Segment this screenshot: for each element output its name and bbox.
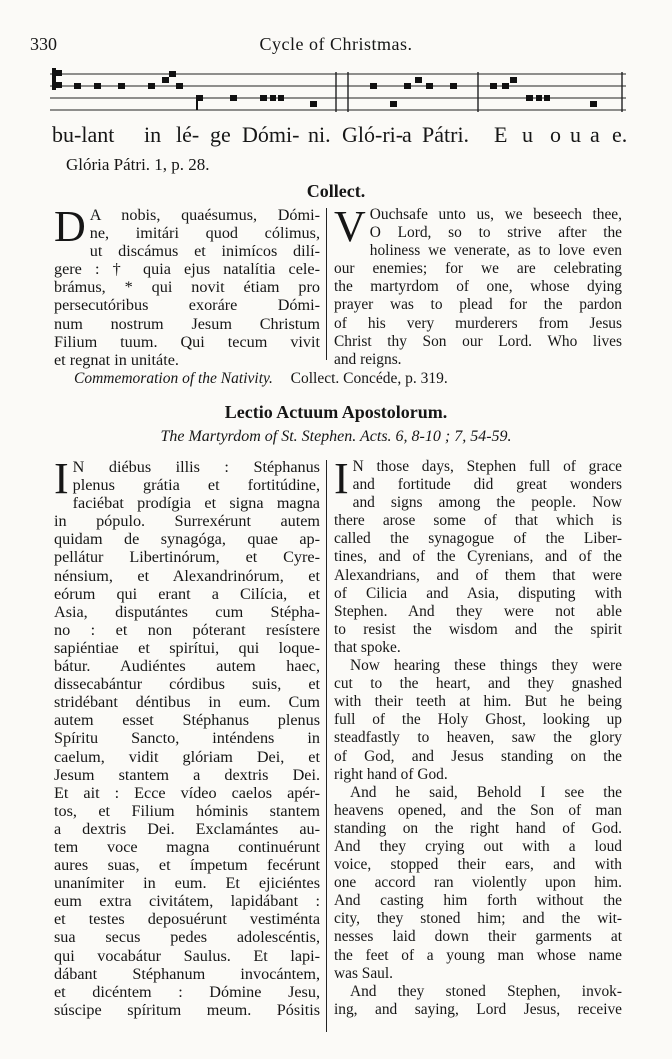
text-line: aures suas, et ímpetum fecérunt [54,856,320,875]
chant-syllable: E [494,122,508,147]
chant-syllable: o [550,122,561,147]
chant-syllable: Dómi- [242,122,300,147]
text-line: persecutóribus exoráre Dómi- [54,296,320,315]
lesson-heading: Lectio Actuum Apostolorum. [224,402,448,422]
text-line: of God, and Jesus standing on the [334,747,622,765]
text-line: bátur. Audiéntes autem haec, [54,657,320,676]
text-line: city, they stoned him; and the wit- [334,910,622,928]
text-line: and fortitude did great wonders [352,476,622,494]
drop-cap: I [54,454,69,503]
text-line: Ouchsafe unto us, we beseech thee, [369,206,622,223]
text-line: faciébat prodígia et signa magna [72,494,320,513]
text-line: A nobis, quaésumus, Dómi- [89,206,320,224]
chant-syllable: e. [612,122,628,147]
chant-syllable: Gló-ri- [342,122,404,147]
text-line: to resist the wisdom and the spirit [334,620,622,638]
text-line: our enemies; for we are celebrating [334,260,622,278]
chant-syllable: lé- [176,122,200,147]
text-line: Et ait : Ecce vídeo caelos apér- [54,783,320,802]
text-line: the feet of a young man whose name [334,946,622,964]
text-line: Spíritu Sancto, inténdens in [54,729,320,748]
collect-heading: Collect. [306,181,366,201]
text-line: prayer was to plead for the pardon [334,296,622,314]
text-line: tines, and of the Cyrenians, and of the [334,548,622,566]
chant-syllable: ge [210,122,231,147]
text-line: gere : † quia ejus natalítia cele- [54,260,320,279]
lesson-subheading: The Martyrdom of St. Stephen. Acts. 6, 8-10 ; 7, 54-59. [160,428,512,445]
lesson-english [334,454,622,1019]
text-line: standing on the right hand of God. [334,819,622,837]
commemoration-line [74,370,448,388]
text-line: nesses laid down their garments at [334,928,622,946]
text-line: unanímiter in eum. Et ejiciéntes [54,874,320,893]
text-line: ne, imitári quod cólimus, [89,224,320,243]
text-line: of Cilicia and Asia, disputing with [334,584,622,602]
text-line: steadfastly to heaven, saw the glory [334,729,622,747]
commemoration-title: Commemoration of the Nativity. [74,370,273,387]
text-line: stridébant déntibus in eum. Cum [54,693,320,712]
text-line: N those days, Stephen full of grace [352,458,622,475]
page-header [30,34,642,58]
column-divider [326,208,327,360]
text-line: of his very murderers from Jesus [334,314,622,332]
text-line: súscipe spíritum meum. Pósitis [54,1000,320,1019]
gloria-reference: Glória Pátri. 1, p. 28. [66,155,210,174]
text-line: dábant Stéphanum invocántem, [54,964,320,983]
text-line: plenus grátia et fortitúdine, [72,476,320,495]
text-line: et testes deposuérunt vestiménta [54,910,320,929]
text-line: pellátur Libertinórum, et Cyre- [54,548,320,567]
text-line: quidam de synagóga, quae ap- [54,530,320,549]
text-line: one accord ran violently upon him. [334,874,622,892]
text-line: heavens opened, and the Son of man [334,801,622,819]
chant-syllable: Pátri. [422,122,470,147]
chant-staff [50,64,626,120]
text-line: sua secus pedes adolescéntis, [54,928,320,947]
text-line: And they crying out with a loud [334,837,622,855]
text-line: no : et non póterant resístere [54,620,320,639]
text-line: holiness we venerate, as to love even [369,242,622,260]
chant-syllable: a [590,122,600,147]
text-line: Filium tuum. Qui tecum vivit [54,332,320,351]
text-line: dissecabántur córdibus suis, et [54,675,320,694]
text-line: sapiéntiae et spirítui, qui loque- [54,638,320,657]
text-line: Alexandrians, and of them that were [334,566,622,584]
chant-syllable: u [522,122,533,147]
text-line: brámus, * qui novit étiam pro [54,278,320,297]
text-line: ing, and saying, Lord Jesus, receive [334,1000,622,1018]
text-line: was Saul. [334,964,393,982]
text-line: ut discámus et inimícos dilí- [89,242,320,261]
text-line: and signs among the people. Now [352,494,622,512]
collect-latin [54,202,320,369]
page-number: 330 [30,34,57,54]
collect-english [334,202,622,369]
text-line: num nostrum Jesum Christum [54,314,320,333]
text-line: full of the Holy Ghost, looking up [334,711,622,729]
chant-syllable: a [402,122,412,147]
chant-syllable: in [144,122,162,147]
drop-cap: V [334,202,366,251]
text-line: with their teeth at him. But he being [334,693,622,711]
text-line: nénsium, et Alexandrinórum, et [54,566,320,585]
text-line: et dicéntem : Dómine Jesu, [54,982,320,1001]
text-line: and reigns. [334,350,402,368]
lesson-latin [54,454,320,1019]
text-line: Stephen. And they were not able [334,602,622,620]
text-line: right hand of God. [334,765,448,783]
text-line: O Lord, so to strive after the [369,224,622,242]
text-line: voice, stopped their ears, and with [334,856,622,874]
text-line: And casting him forth without the [334,892,622,910]
drop-cap: D [54,202,86,251]
text-line: tos, et Filium hóminis stantem [54,801,320,820]
text-line: et regnat in unitáte. [54,350,179,369]
text-line: tem voce magna continuérunt [54,837,320,856]
text-line: Jesum stantem a dextris Dei. [54,765,320,784]
text-line: qui vocabátur Saulus. Et lapi- [54,946,320,965]
text-line: a dextris Dei. Exclamántes au- [54,819,320,838]
running-title: Cycle of Christmas. [259,34,413,54]
text-line: eórum qui erant a Cilícia, et [54,584,320,603]
chant-syllable: ni. [308,122,331,147]
chant-lyrics [52,122,636,150]
text-line: And they stoned Stephen, invok- [350,982,622,1000]
text-line: there arose some of that which is [334,512,622,530]
text-line: the martyrdom of one, whose dying [334,278,622,296]
text-line: Asia, disputántes cum Stépha- [54,602,320,621]
text-line: eum extra civitátem, lapidábant : [54,892,320,911]
text-line: that spoke. [334,638,401,656]
text-line: And he said, Behold I see the [350,783,622,801]
text-line: cut to the heart, and they gnashed [334,675,622,693]
text-line: Now hearing these things they were [350,657,622,675]
commemoration-collect: Collect. Concéde, p. 319. [290,370,448,387]
text-line: Christ thy Son our Lord. Who lives [334,332,622,350]
chant-syllable: u [570,122,581,147]
chant-syllable: bu-lant [52,122,115,147]
text-line: called the synagogue of the Liber- [334,530,622,548]
drop-cap: I [334,454,349,503]
text-line: caelum, vidit glóriam Dei, et [54,747,320,766]
text-line: in pópulo. Surrexérunt autem [54,512,320,531]
column-divider [326,460,327,1032]
text-line: N diébus illis : Stéphanus [72,458,320,476]
text-line: autem esset Stéphanus plenus [54,711,320,730]
